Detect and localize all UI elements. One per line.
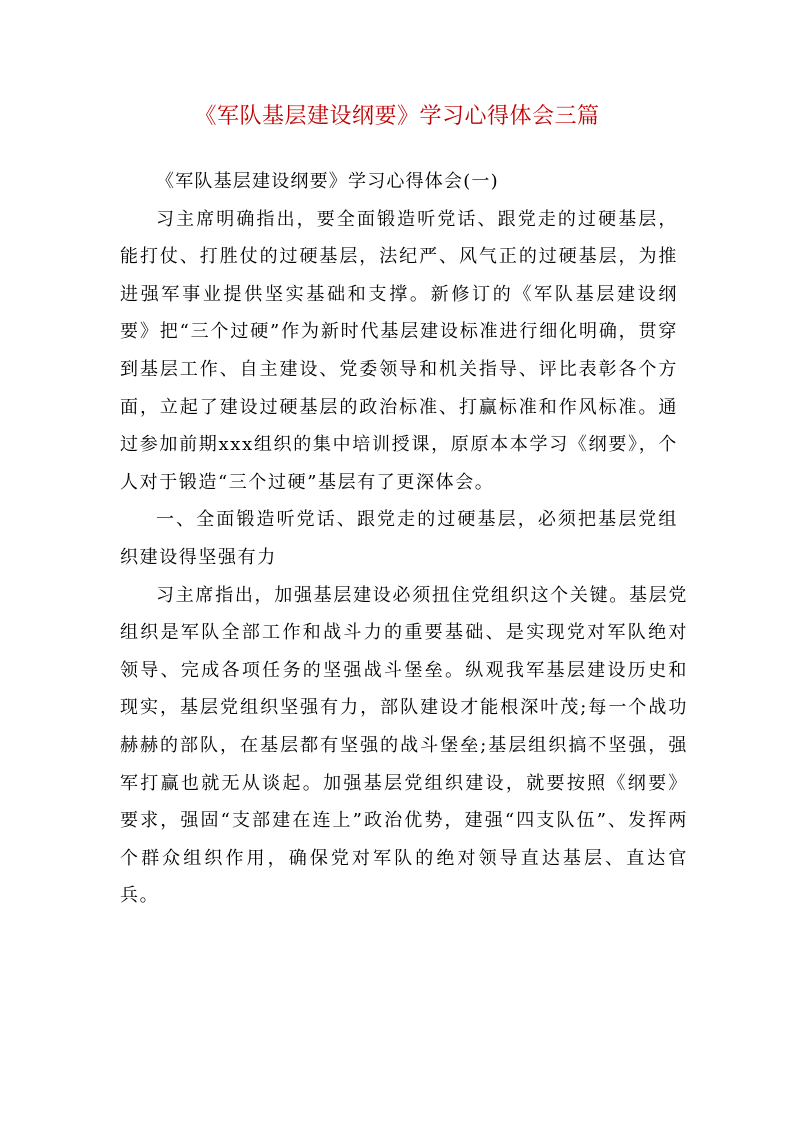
- section-heading-1: 一、全面锻造听党话、跟党走的过硬基层，必须把基层党组织建设得坚强有力: [120, 509, 678, 568]
- document-title: 《军队基层建设纲要》学习心得体会三篇: [194, 104, 600, 129]
- paragraph-intro: 习主席明确指出，要全面锻造听党话、跟党走的过硬基层，能打仗、打胜仗的过硬基层，法纪严、风气正的过硬基层，为推进强军事业提供坚实基础和支撑。新修订的《军队基层建设纲要》把“三个过硬”作为新时代基层建设标准进行细化明确，贯穿到基层工作、自主建设、党委领导和机关指导、评比表彰各个方面，立起了建设过硬基层的政治标准、打赢标准和作风标准。通过参加前期xxx组织的集中培训授课，原原本本学习《纲要》，个人对于锻造“三个过硬”基层有了更深体会。: [120, 208, 678, 493]
- document-body: [120, 163, 688, 915]
- paragraph-section-1: 习主席指出，加强基层建设必须扭住党组织这个关键。基层党组织是军队全部工作和战斗力的重要基础、是实现党对军队绝对领导、完成各项任务的坚强战斗堡垒。纵观我军基层建设历史和现实，基层党组织坚强有力，部队建设才能根深叶茂;每一个战功赫赫的部队，在基层都有坚强的战斗堡垒;基层组织搞不坚强，强军打赢也就无从谈起。加强基层党组织建设，就要按照《纲要》要求，强固“支部建在连上”政治优势，建强“四支队伍”、发挥两个群众组织作用，确保党对军队的绝对领导直达基层、直达官兵。: [120, 584, 688, 907]
- document-subtitle: 《军队基层建设纲要》学习心得体会(一): [156, 171, 499, 192]
